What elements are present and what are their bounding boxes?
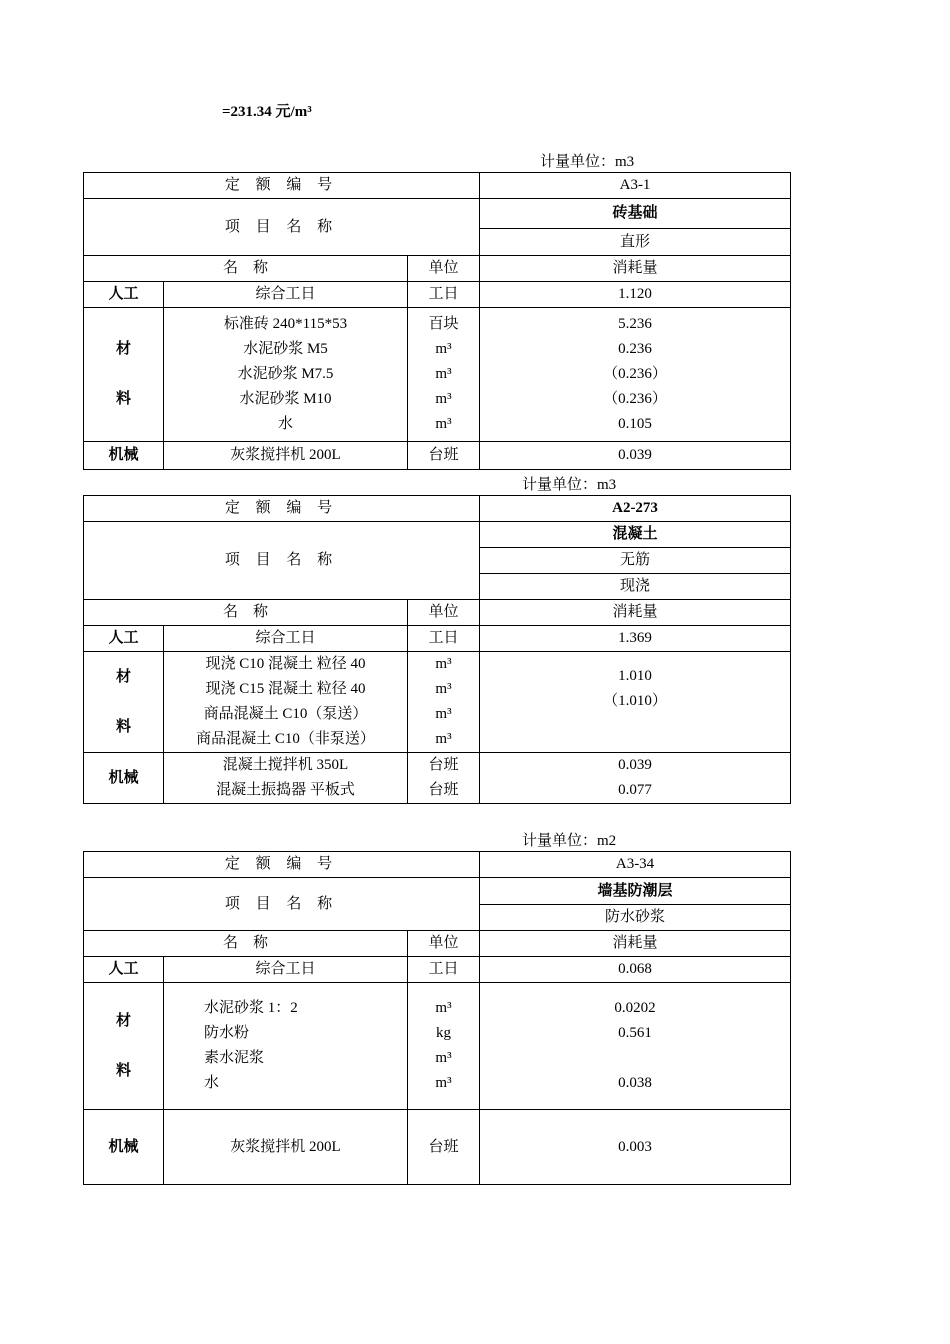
labor-category: 人工 [84, 957, 164, 983]
material-name: 标准砖 240*115*53 [223, 316, 348, 332]
col-name: 名 称 [84, 256, 408, 282]
col-unit: 单位 [408, 256, 480, 282]
material-qty: （1.010） [603, 693, 667, 709]
code-label: 定 额 编 号 [84, 173, 480, 199]
machinery-qty: 0.039 [480, 442, 791, 470]
materials-category [84, 308, 164, 442]
quota-table-a3-1 [83, 172, 791, 470]
machinery-qty: 0.039 [618, 757, 652, 773]
material-unit: m³ [435, 706, 452, 722]
material-unit: kg [436, 1025, 452, 1041]
material-qty: 1.010 [618, 668, 652, 684]
col-unit: 单位 [408, 600, 480, 626]
material-unit: m³ [435, 416, 452, 432]
cat-char: 材 [115, 1012, 131, 1029]
unit-caption: 计量单位：m3 [522, 477, 617, 493]
machinery-name: 混凝土振捣器 平板式 [216, 782, 355, 798]
col-qty: 消耗量 [480, 931, 791, 957]
col-unit: 单位 [408, 931, 480, 957]
quota-code: A3-1 [480, 173, 791, 199]
material-name: 商品混凝土 C10（非泵送） [196, 731, 375, 747]
price-heading: =231.34 元/m³ [222, 104, 312, 120]
materials-qtys [480, 652, 791, 753]
material-unit: m³ [435, 341, 452, 357]
machinery-name: 灰浆搅拌机 200L [164, 1110, 408, 1185]
labor-qty: 1.120 [480, 282, 791, 308]
project-sub: 现浇 [480, 574, 791, 600]
name-label: 项 目 名 称 [84, 878, 480, 931]
materials-names [164, 308, 408, 442]
material-name: 水泥砂浆 M10 [239, 391, 332, 407]
machinery-category: 机械 [84, 442, 164, 470]
material-unit: m³ [435, 391, 452, 407]
material-unit: m³ [435, 1050, 452, 1066]
material-unit: m³ [435, 1075, 452, 1091]
labor-qty: 0.068 [480, 957, 791, 983]
cat-char: 材 [115, 668, 131, 685]
material-unit: m³ [435, 731, 452, 747]
material-name: 水 [204, 1075, 220, 1091]
machinery-qtys [480, 753, 791, 804]
material-qty: 5.236 [618, 316, 652, 332]
material-qty: 0.236 [618, 341, 652, 357]
material-name: 现浇 C10 混凝土 粒径 40 [205, 656, 366, 672]
labor-unit: 工日 [408, 282, 480, 308]
machinery-unit: 台班 [428, 782, 459, 798]
code-label: 定 额 编 号 [84, 496, 480, 522]
col-qty: 消耗量 [480, 256, 791, 282]
material-name: 商品混凝土 C10（泵送） [203, 706, 368, 722]
machinery-category: 机械 [84, 1110, 164, 1185]
material-qty: （0.236） [603, 366, 667, 382]
material-qty: 0.105 [618, 416, 652, 432]
labor-category: 人工 [84, 626, 164, 652]
code-label: 定 额 编 号 [84, 852, 480, 878]
machinery-unit: 台班 [428, 757, 459, 773]
unit-caption: 计量单位：m3 [540, 154, 635, 170]
quota-table-a3-34 [83, 851, 791, 1185]
col-name: 名 称 [84, 600, 408, 626]
materials-category [84, 983, 164, 1110]
material-name: 水泥砂浆 M5 [243, 341, 328, 357]
cat-char: 材 [115, 341, 131, 357]
project-name: 砖基础 [480, 199, 791, 229]
project-sub: 无筋 [480, 548, 791, 574]
materials-qtys [480, 983, 791, 1110]
materials-qtys [480, 308, 791, 442]
material-name: 水泥砂浆 M7.5 [237, 366, 334, 382]
quota-code: A2-273 [480, 496, 791, 522]
materials-names [164, 983, 408, 1110]
material-qty: （0.236） [603, 391, 667, 407]
unit-caption: 计量单位：m2 [522, 833, 617, 849]
material-name: 防水粉 [204, 1025, 250, 1041]
quota-table-a2-273 [83, 495, 791, 804]
machinery-category: 机械 [84, 753, 164, 804]
labor-qty: 1.369 [480, 626, 791, 652]
machinery-units [408, 753, 480, 804]
labor-name: 综合工日 [164, 282, 408, 308]
machinery-name: 灰浆搅拌机 200L [164, 442, 408, 470]
material-unit: 百块 [428, 316, 459, 332]
material-name: 水 [277, 416, 293, 432]
labor-unit: 工日 [408, 957, 480, 983]
cat-char: 料 [115, 1062, 131, 1079]
material-unit: m³ [435, 656, 452, 672]
project-name: 墙基防潮层 [480, 878, 791, 905]
material-unit: m³ [435, 1000, 452, 1016]
cat-char: 料 [115, 718, 131, 735]
cat-char: 料 [115, 391, 131, 407]
material-qty [480, 1046, 790, 1071]
material-name: 素水泥浆 [204, 1050, 265, 1066]
quota-code: A3-34 [480, 852, 791, 878]
labor-name: 综合工日 [164, 626, 408, 652]
machinery-unit: 台班 [408, 442, 480, 470]
name-label: 项 目 名 称 [84, 522, 480, 600]
material-qty: 0.038 [618, 1075, 652, 1091]
materials-units [408, 983, 480, 1110]
material-name: 现浇 C15 混凝土 粒径 40 [205, 681, 366, 697]
col-qty: 消耗量 [480, 600, 791, 626]
machinery-qty: 0.077 [618, 782, 652, 798]
material-qty: 0.561 [618, 1025, 652, 1041]
machinery-unit: 台班 [408, 1110, 480, 1185]
material-qty: 0.0202 [614, 1000, 656, 1016]
col-name: 名 称 [84, 931, 408, 957]
labor-category: 人工 [84, 282, 164, 308]
project-sub: 防水砂浆 [480, 905, 791, 931]
machinery-name: 混凝土搅拌机 350L [222, 757, 349, 773]
labor-unit: 工日 [408, 626, 480, 652]
labor-name: 综合工日 [164, 957, 408, 983]
material-name: 水泥砂浆 1：2 [204, 1000, 298, 1016]
materials-units [408, 652, 480, 753]
materials-units [408, 308, 480, 442]
material-unit: m³ [435, 681, 452, 697]
materials-names [164, 652, 408, 753]
machinery-names [164, 753, 408, 804]
materials-category [84, 652, 164, 753]
project-name: 混凝土 [480, 522, 791, 548]
project-sub: 直形 [480, 229, 791, 256]
name-label: 项 目 名 称 [84, 199, 480, 256]
machinery-qty: 0.003 [480, 1110, 791, 1185]
material-unit: m³ [435, 366, 452, 382]
